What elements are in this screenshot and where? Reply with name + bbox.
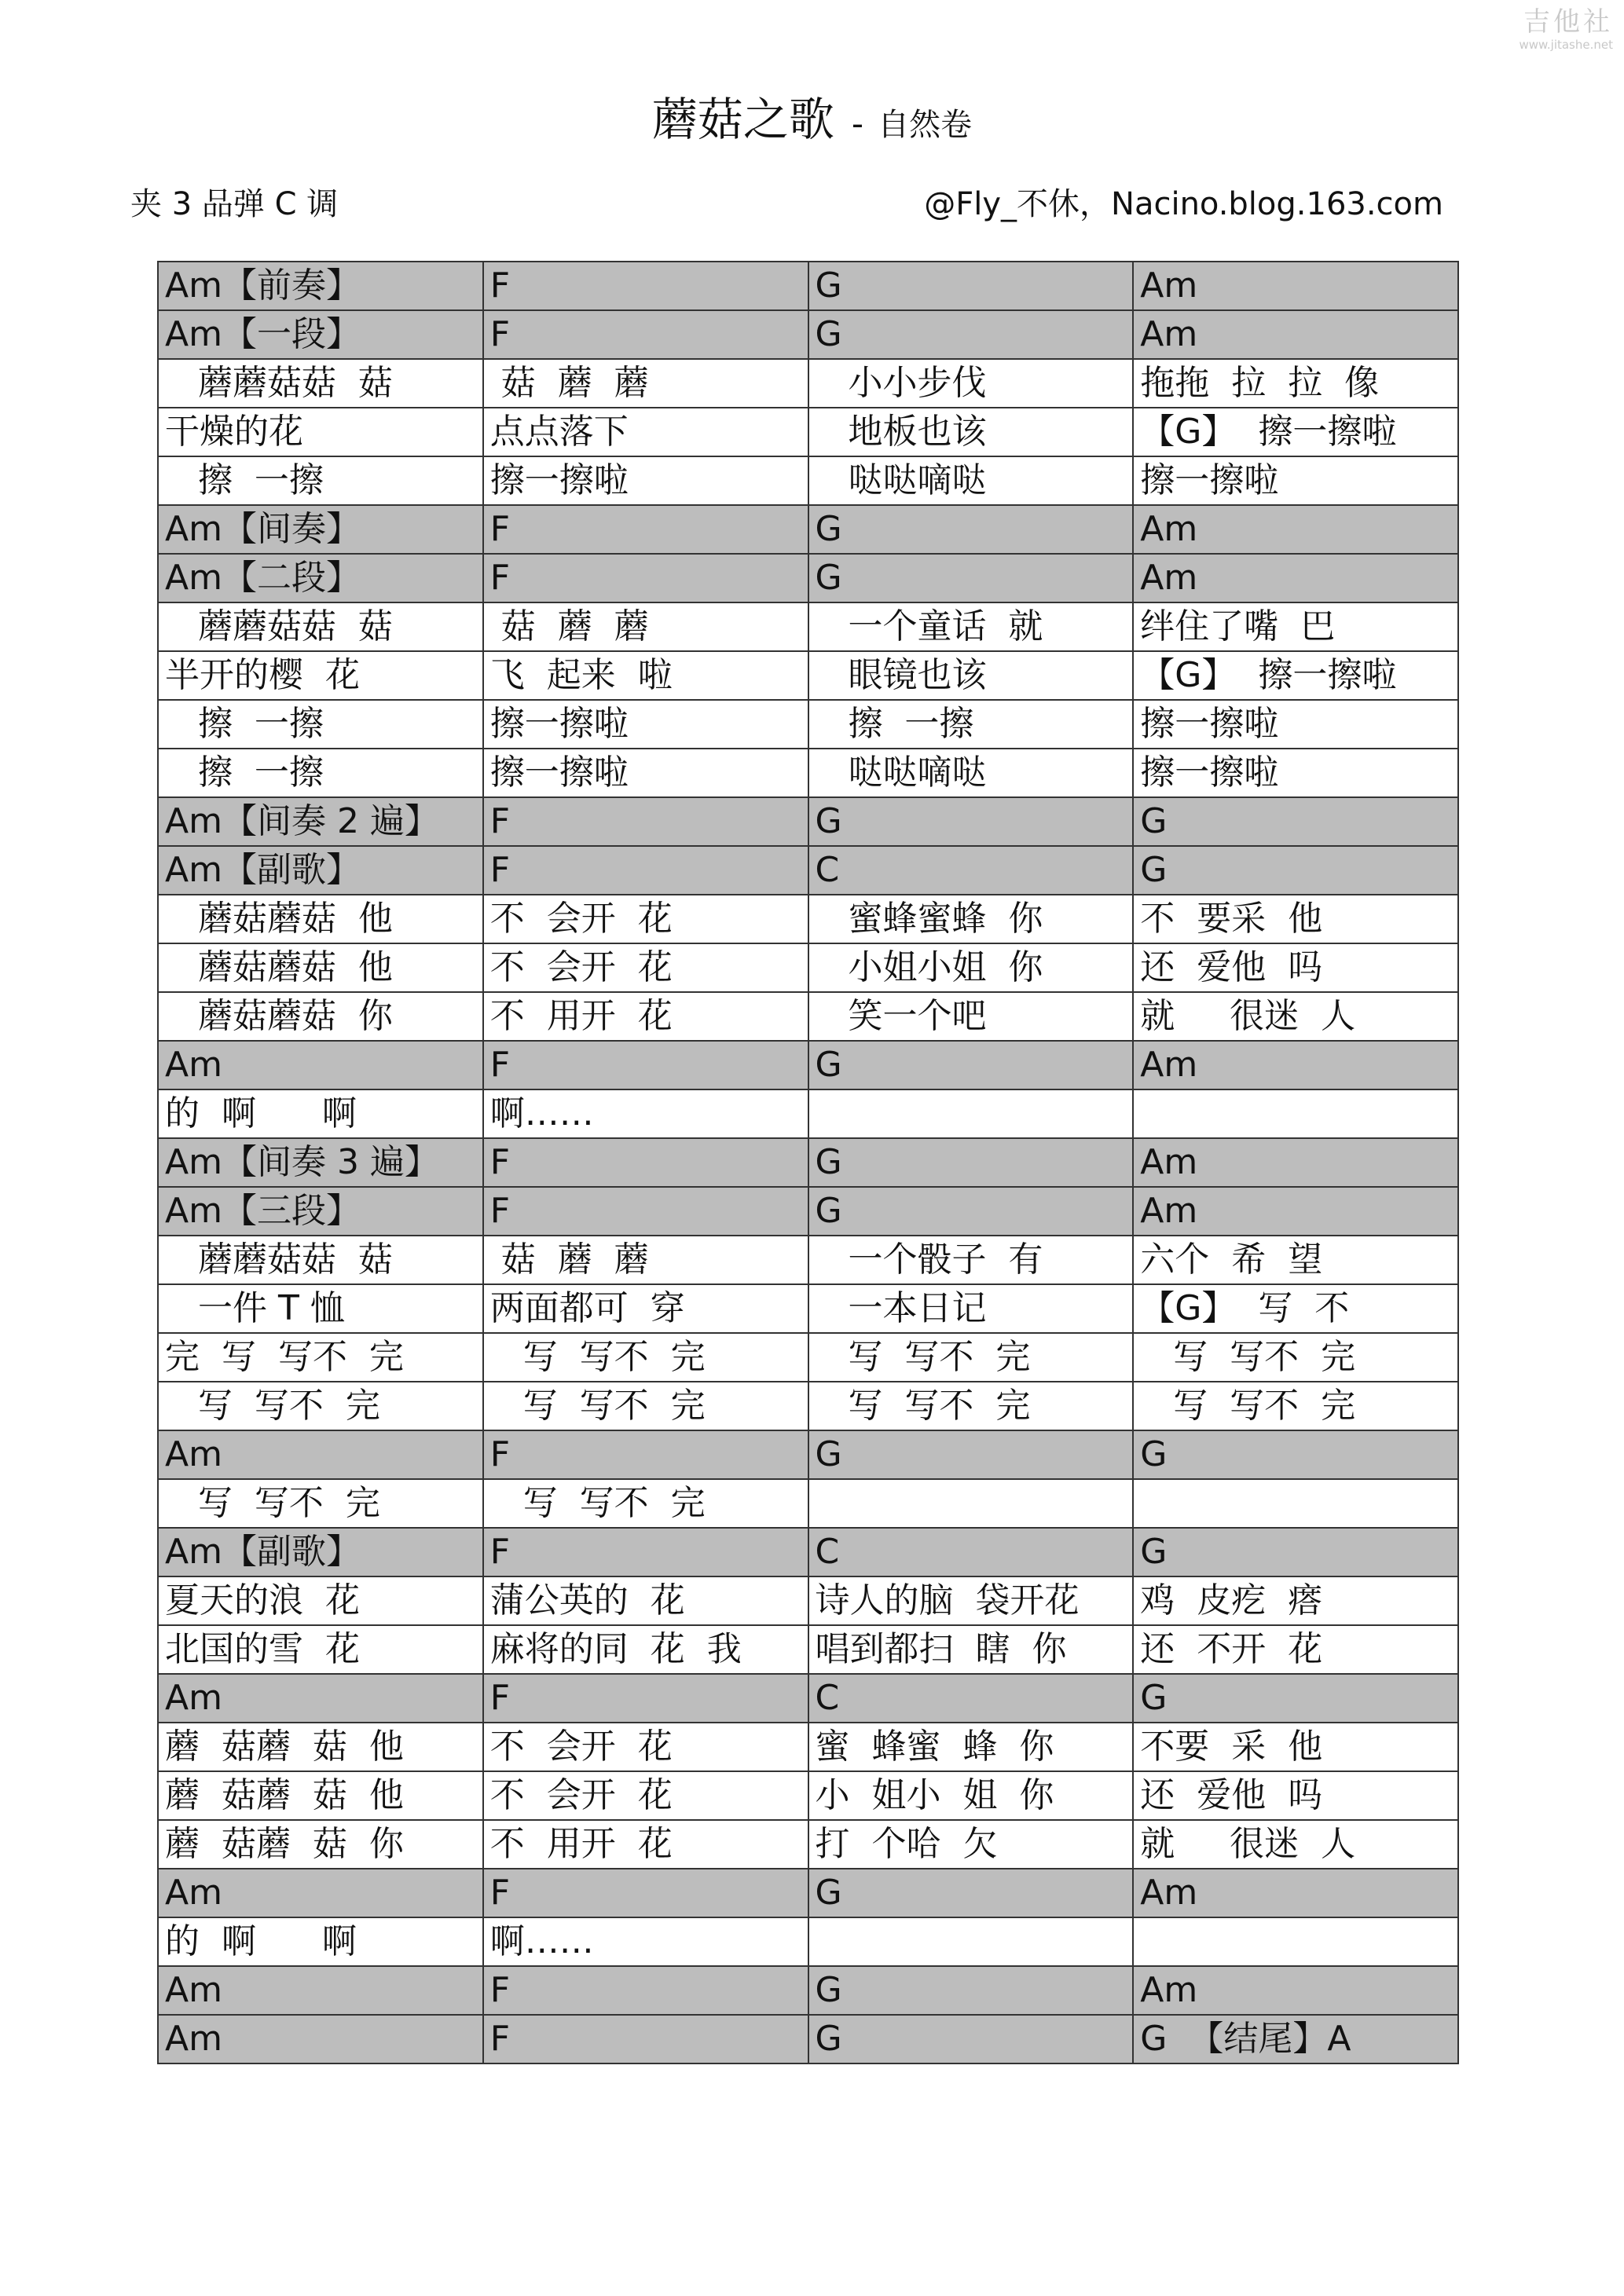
lyric-cell: 两面都可 穿 (483, 1284, 808, 1333)
lyric-cell: 就 很迷 人 (1133, 992, 1458, 1041)
chord-cell: F (483, 1869, 808, 1917)
chord-row (158, 1041, 1458, 1089)
lyric-cell: 的 啊 啊 (158, 1089, 483, 1138)
lyric-row (158, 1284, 1458, 1333)
chord-cell: F (483, 1187, 808, 1236)
lyric-cell: 诗人的脑 袋开花 (808, 1576, 1134, 1625)
chord-cell: F (483, 310, 808, 359)
lyric-cell: 哒哒嘀哒 (808, 749, 1134, 797)
chord-cell: F (483, 1674, 808, 1723)
lyric-cell: 【G】 写 不 (1133, 1284, 1458, 1333)
chord-row (158, 1187, 1458, 1236)
chord-cell: G (1133, 1430, 1458, 1479)
chord-cell: Am【间奏】 (158, 505, 483, 554)
lyric-cell: 完 写 写不 完 (158, 1333, 483, 1382)
chord-cell: Am (158, 1674, 483, 1723)
lyric-cell: 还 爱他 吗 (1133, 1771, 1458, 1820)
lyric-cell: 不 会开 花 (483, 1723, 808, 1771)
lyric-row (158, 1333, 1458, 1382)
lyric-row (158, 1771, 1458, 1820)
chord-cell: F (483, 2015, 808, 2063)
lyric-cell: 写 写不 完 (808, 1333, 1134, 1382)
lyric-cell: 写 写不 完 (483, 1382, 808, 1430)
title-separator: - (851, 104, 864, 143)
chord-row (158, 2015, 1458, 2063)
chord-cell: F (483, 1966, 808, 2015)
lyric-row (158, 943, 1458, 992)
chord-cell: G (1133, 1674, 1458, 1723)
lyric-cell: 一个童话 就 (808, 602, 1134, 651)
lyric-row (158, 359, 1458, 408)
chord-cell: C (808, 1528, 1134, 1576)
lyric-cell: 小姐小姐 你 (808, 943, 1134, 992)
lyric-cell: 写 写不 完 (1133, 1382, 1458, 1430)
lyric-cell: 北国的雪 花 (158, 1625, 483, 1674)
lyric-cell: 擦 一擦 (158, 456, 483, 505)
chord-cell: Am (1133, 1187, 1458, 1236)
chord-cell: Am【间奏 3 遍】 (158, 1138, 483, 1187)
chord-cell: G (808, 797, 1134, 846)
lyric-row (158, 1820, 1458, 1869)
chord-cell: Am (1133, 1966, 1458, 2015)
lyric-row (158, 992, 1458, 1041)
lyric-row (158, 602, 1458, 651)
lyric-cell: 夏天的浪 花 (158, 1576, 483, 1625)
lyric-cell: 哒哒嘀哒 (808, 456, 1134, 505)
lyric-cell: 不 会开 花 (483, 1771, 808, 1820)
lyric-cell: 还 不开 花 (1133, 1625, 1458, 1674)
chord-cell: G (1133, 797, 1458, 846)
chord-cell: F (483, 262, 808, 310)
lyric-cell (808, 1917, 1134, 1966)
lyric-cell: 写 写不 完 (483, 1333, 808, 1382)
chord-row (158, 1430, 1458, 1479)
lyric-cell: 擦一擦啦 (483, 700, 808, 749)
lyric-cell (1133, 1089, 1458, 1138)
lyric-cell: 啊…… (483, 1089, 808, 1138)
lyric-cell: 菇 蘑 蘑 (483, 602, 808, 651)
lyric-cell: 小小步伐 (808, 359, 1134, 408)
chord-cell: G (808, 1187, 1134, 1236)
song-title: 蘑菇之歌 (651, 93, 834, 146)
lyric-cell: 不 要采 他 (1133, 895, 1458, 943)
lyric-cell: 蒲公英的 花 (483, 1576, 808, 1625)
lyric-cell: 不 会开 花 (483, 943, 808, 992)
lyric-cell: 蘑蘑菇菇 菇 (158, 1236, 483, 1284)
chord-row (158, 1869, 1458, 1917)
watermark-url: www.jitashe.net (1519, 38, 1613, 52)
chord-cell: Am (1133, 1041, 1458, 1089)
lyric-cell: 还 爱他 吗 (1133, 943, 1458, 992)
lyric-cell: 飞 起来 啦 (483, 651, 808, 700)
lyric-cell: 菇 蘑 蘑 (483, 359, 808, 408)
chord-cell: G (808, 310, 1134, 359)
lyric-cell: 擦 一擦 (158, 749, 483, 797)
lyric-cell: 写 写不 完 (158, 1479, 483, 1528)
lyric-cell: 一本日记 (808, 1284, 1134, 1333)
lyric-cell: 笑一个吧 (808, 992, 1134, 1041)
chord-row (158, 797, 1458, 846)
chord-cell: G (808, 1138, 1134, 1187)
lyric-row (158, 1382, 1458, 1430)
chord-row (158, 1138, 1458, 1187)
chord-cell: G (808, 554, 1134, 602)
author-credit: @Fly_不休，Nacino.blog.163.com (924, 186, 1443, 222)
lyric-cell: 蘑蘑菇菇 菇 (158, 602, 483, 651)
chord-cell: G (808, 262, 1134, 310)
chord-row (158, 262, 1458, 310)
lyric-row (158, 456, 1458, 505)
chord-row (158, 846, 1458, 895)
chord-cell: Am (158, 1966, 483, 2015)
lyric-cell: 眼镜也该 (808, 651, 1134, 700)
lyric-cell: 写 写不 完 (1133, 1333, 1458, 1382)
lyric-cell: 蘑 菇蘑 菇 他 (158, 1723, 483, 1771)
lyric-row (158, 1917, 1458, 1966)
lyric-cell: 擦 一擦 (158, 700, 483, 749)
lyric-cell (808, 1089, 1134, 1138)
lyric-cell: 蜜蜂蜜蜂 你 (808, 895, 1134, 943)
lyric-cell: 干燥的花 (158, 408, 483, 456)
lyric-row (158, 408, 1458, 456)
chord-cell: Am (1133, 262, 1458, 310)
lyric-cell: 擦一擦啦 (483, 456, 808, 505)
lyric-cell: 擦一擦啦 (1133, 749, 1458, 797)
chord-row (158, 1674, 1458, 1723)
chord-cell: Am (158, 1041, 483, 1089)
chord-cell: F (483, 505, 808, 554)
chord-cell: C (808, 846, 1134, 895)
watermark-logo-text: 吉他社 (1523, 6, 1613, 38)
lyric-cell: 麻将的同 花 我 (483, 1625, 808, 1674)
lyric-cell: 菇 蘑 蘑 (483, 1236, 808, 1284)
watermark (1519, 6, 1613, 52)
lyric-cell: 蘑菇蘑菇 你 (158, 992, 483, 1041)
lyric-row (158, 1723, 1458, 1771)
lyric-cell: 蜜 蜂蜜 蜂 你 (808, 1723, 1134, 1771)
chord-cell: Am (158, 2015, 483, 2063)
chord-cell: Am (1133, 1138, 1458, 1187)
lyric-cell (808, 1479, 1134, 1528)
chord-cell: G (808, 1966, 1134, 2015)
lyric-cell: 的 啊 啊 (158, 1917, 483, 1966)
lyric-cell: 一件 T 恤 (158, 1284, 483, 1333)
lyric-cell: 【G】 擦一擦啦 (1133, 651, 1458, 700)
chord-cell: Am【副歌】 (158, 1528, 483, 1576)
chord-cell: Am (1133, 310, 1458, 359)
title-block (0, 82, 1624, 148)
lyric-cell: 小 姐小 姐 你 (808, 1771, 1134, 1820)
artist-name: 自然卷 (878, 107, 973, 143)
chord-cell: F (483, 1138, 808, 1187)
lyric-cell: 半开的樱 花 (158, 651, 483, 700)
lyric-cell: 擦一擦啦 (1133, 456, 1458, 505)
lyric-cell: 【G】 擦一擦啦 (1133, 408, 1458, 456)
chord-cell: G (808, 1041, 1134, 1089)
lyric-cell: 就 很迷 人 (1133, 1820, 1458, 1869)
lyric-cell: 蘑 菇蘑 菇 你 (158, 1820, 483, 1869)
lyric-row (158, 1625, 1458, 1674)
lyric-cell: 绊住了嘴 巴 (1133, 602, 1458, 651)
lyric-row (158, 651, 1458, 700)
chord-cell: Am【前奏】 (158, 262, 483, 310)
lyric-cell: 鸡 皮疙 瘩 (1133, 1576, 1458, 1625)
lyric-cell: 擦 一擦 (808, 700, 1134, 749)
chord-cell: G 【结尾】A (1133, 2015, 1458, 2063)
chord-cell: G (808, 1869, 1134, 1917)
lyric-cell: 六个 希 望 (1133, 1236, 1458, 1284)
chord-cell: G (808, 1430, 1134, 1479)
lyric-cell: 打 个哈 欠 (808, 1820, 1134, 1869)
lyric-cell: 唱到都扫 瞎 你 (808, 1625, 1134, 1674)
chord-cell: F (483, 554, 808, 602)
chord-cell: Am (158, 1430, 483, 1479)
chord-cell: G (1133, 846, 1458, 895)
chord-cell: G (1133, 1528, 1458, 1576)
lyric-cell: 不 用开 花 (483, 1820, 808, 1869)
lyric-cell: 不要 采 他 (1133, 1723, 1458, 1771)
chord-row (158, 310, 1458, 359)
lyric-row (158, 749, 1458, 797)
lyric-cell: 蘑菇蘑菇 他 (158, 895, 483, 943)
lyric-cell: 写 写不 完 (808, 1382, 1134, 1430)
lyric-cell: 蘑蘑菇菇 菇 (158, 359, 483, 408)
lyric-cell (1133, 1479, 1458, 1528)
chord-cell: C (808, 1674, 1134, 1723)
lyric-cell: 擦一擦啦 (483, 749, 808, 797)
lyric-cell (1133, 1917, 1458, 1966)
lyric-cell: 蘑菇蘑菇 他 (158, 943, 483, 992)
chord-row (158, 554, 1458, 602)
chord-lyric-table (157, 261, 1459, 2064)
lyric-row (158, 1236, 1458, 1284)
lyric-cell: 写 写不 完 (158, 1382, 483, 1430)
lyric-row (158, 700, 1458, 749)
chord-cell: Am (1133, 1869, 1458, 1917)
chord-cell: G (808, 2015, 1134, 2063)
lyric-row (158, 1479, 1458, 1528)
chord-cell: G (808, 505, 1134, 554)
chord-cell: F (483, 1528, 808, 1576)
lyric-row (158, 1576, 1458, 1625)
chord-cell: Am (1133, 505, 1458, 554)
lyric-cell: 不 会开 花 (483, 895, 808, 943)
chord-row (158, 1966, 1458, 2015)
lyric-cell: 不 用开 花 (483, 992, 808, 1041)
lyric-cell: 啊…… (483, 1917, 808, 1966)
chord-cell: F (483, 1430, 808, 1479)
lyric-row (158, 895, 1458, 943)
chord-row (158, 1528, 1458, 1576)
chord-cell: Am【一段】 (158, 310, 483, 359)
lyric-cell: 擦一擦啦 (1133, 700, 1458, 749)
chord-cell: Am (1133, 554, 1458, 602)
lyric-cell: 写 写不 完 (483, 1479, 808, 1528)
lyric-cell: 地板也该 (808, 408, 1134, 456)
chord-cell: F (483, 846, 808, 895)
chord-cell: Am【三段】 (158, 1187, 483, 1236)
chord-cell: F (483, 1041, 808, 1089)
chord-cell: Am (158, 1869, 483, 1917)
capo-key-info: 夹 3 品弹 C 调 (130, 186, 339, 222)
chord-cell: Am【间奏 2 遍】 (158, 797, 483, 846)
lyric-cell: 点点落下 (483, 408, 808, 456)
chord-cell: Am【副歌】 (158, 846, 483, 895)
lyric-cell: 拖拖 拉 拉 像 (1133, 359, 1458, 408)
lyric-cell: 蘑 菇蘑 菇 他 (158, 1771, 483, 1820)
chord-cell: Am【二段】 (158, 554, 483, 602)
chord-row (158, 505, 1458, 554)
lyric-row (158, 1089, 1458, 1138)
lyric-cell: 一个骰子 有 (808, 1236, 1134, 1284)
chord-cell: F (483, 797, 808, 846)
